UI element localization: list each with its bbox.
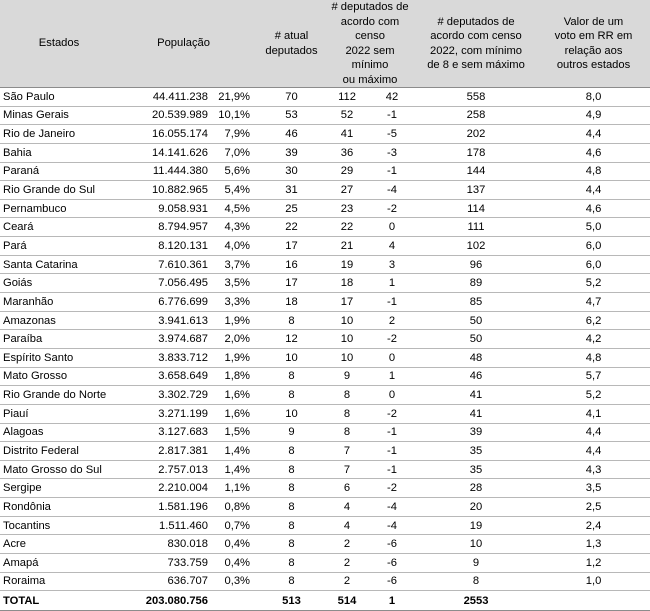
cell-atual: 9 (258, 423, 325, 442)
table-row (0, 88, 650, 107)
table-row (0, 125, 650, 144)
cell-populacao: 733.759 (118, 554, 212, 573)
cell-valor: 1,0 (537, 572, 650, 591)
cell-minimo: 111 (415, 218, 537, 237)
cell-diff: -2 (369, 479, 415, 498)
table-row (0, 367, 650, 386)
cell-populacao: 20.539.989 (118, 106, 212, 125)
cell-diff: 4 (369, 237, 415, 256)
header-minimo: # deputados de acordo com censo 2022, com mínimo de 8 e sem máximo (415, 0, 537, 88)
cell-diff: -1 (369, 423, 415, 442)
cell-minimo: 48 (415, 348, 537, 367)
cell-populacao: 3.941.613 (118, 311, 212, 330)
cell-diff: -5 (369, 125, 415, 144)
cell-percent: 21,9% (212, 88, 258, 107)
table-row (0, 199, 650, 218)
header-censo: # deputados de acordo com censo 2022 sem mínimo ou máximo (325, 0, 415, 88)
cell-percent: 1,1% (212, 479, 258, 498)
cell-atual: 39 (258, 143, 325, 162)
cell-atual: 8 (258, 479, 325, 498)
cell-diff: -2 (369, 199, 415, 218)
table-row (0, 479, 650, 498)
cell-minimo: 114 (415, 199, 537, 218)
cell-estado: Bahia (0, 143, 118, 162)
cell-populacao: 10.882.965 (118, 181, 212, 200)
cell-estado: Santa Catarina (0, 255, 118, 274)
cell-estado: Amapá (0, 554, 118, 573)
cell-percent: 3,3% (212, 293, 258, 312)
cell-censo: 27 (325, 181, 369, 200)
table-row (0, 572, 650, 591)
cell-estado: Paraíba (0, 330, 118, 349)
cell-minimo: 46 (415, 367, 537, 386)
table-row (0, 460, 650, 479)
cell-populacao: 3.302.729 (118, 386, 212, 405)
cell-minimo: 102 (415, 237, 537, 256)
header-atual: # atual deputados (258, 0, 325, 88)
table-row (0, 348, 650, 367)
cell-populacao: 9.058.931 (118, 199, 212, 218)
cell-estado: Amazonas (0, 311, 118, 330)
cell-censo: 10 (325, 330, 369, 349)
cell-atual: 8 (258, 516, 325, 535)
total-populacao: 203.080.756 (118, 591, 212, 611)
cell-estado: Piauí (0, 404, 118, 423)
cell-percent: 2,0% (212, 330, 258, 349)
cell-percent: 10,1% (212, 106, 258, 125)
cell-diff: 1 (369, 274, 415, 293)
cell-minimo: 41 (415, 386, 537, 405)
cell-minimo: 10 (415, 535, 537, 554)
cell-estado: Rondônia (0, 498, 118, 517)
cell-minimo: 35 (415, 442, 537, 461)
cell-minimo: 8 (415, 572, 537, 591)
table-row (0, 404, 650, 423)
cell-valor: 6,2 (537, 311, 650, 330)
cell-populacao: 6.776.699 (118, 293, 212, 312)
cell-minimo: 19 (415, 516, 537, 535)
cell-atual: 22 (258, 218, 325, 237)
cell-percent: 1,9% (212, 348, 258, 367)
cell-atual: 25 (258, 199, 325, 218)
cell-percent: 5,6% (212, 162, 258, 181)
cell-censo: 9 (325, 367, 369, 386)
cell-atual: 18 (258, 293, 325, 312)
cell-percent: 3,7% (212, 255, 258, 274)
cell-censo: 6 (325, 479, 369, 498)
cell-populacao: 8.120.131 (118, 237, 212, 256)
cell-estado: Ceará (0, 218, 118, 237)
cell-censo: 17 (325, 293, 369, 312)
cell-estado: Sergipe (0, 479, 118, 498)
cell-censo: 18 (325, 274, 369, 293)
cell-percent: 0,4% (212, 535, 258, 554)
cell-atual: 8 (258, 535, 325, 554)
cell-valor: 1,2 (537, 554, 650, 573)
cell-censo: 23 (325, 199, 369, 218)
cell-atual: 8 (258, 498, 325, 517)
cell-estado: Acre (0, 535, 118, 554)
cell-censo: 10 (325, 311, 369, 330)
cell-diff: 0 (369, 218, 415, 237)
cell-censo: 2 (325, 535, 369, 554)
cell-percent: 0,4% (212, 554, 258, 573)
cell-valor: 6,0 (537, 255, 650, 274)
cell-minimo: 50 (415, 311, 537, 330)
cell-minimo: 558 (415, 88, 537, 107)
cell-minimo: 9 (415, 554, 537, 573)
cell-populacao: 44.411.238 (118, 88, 212, 107)
cell-populacao: 14.141.626 (118, 143, 212, 162)
total-row (0, 591, 650, 611)
cell-censo: 22 (325, 218, 369, 237)
cell-atual: 16 (258, 255, 325, 274)
cell-diff: 42 (369, 88, 415, 107)
cell-censo: 52 (325, 106, 369, 125)
cell-censo: 2 (325, 572, 369, 591)
cell-diff: 3 (369, 255, 415, 274)
cell-valor: 5,0 (537, 218, 650, 237)
cell-estado: Maranhão (0, 293, 118, 312)
cell-estado: Espírito Santo (0, 348, 118, 367)
header-percent (212, 0, 258, 88)
cell-censo: 112 (325, 88, 369, 107)
table-row (0, 442, 650, 461)
cell-valor: 4,3 (537, 460, 650, 479)
cell-estado: Roraima (0, 572, 118, 591)
cell-diff: -6 (369, 572, 415, 591)
cell-diff: -4 (369, 498, 415, 517)
total-minimo: 2553 (415, 591, 537, 611)
cell-diff: -1 (369, 293, 415, 312)
cell-diff: -4 (369, 181, 415, 200)
cell-censo: 21 (325, 237, 369, 256)
table-row (0, 423, 650, 442)
cell-diff: 1 (369, 367, 415, 386)
cell-diff: 2 (369, 311, 415, 330)
total-valor-cell (537, 591, 650, 611)
cell-populacao: 2.817.381 (118, 442, 212, 461)
cell-populacao: 3.833.712 (118, 348, 212, 367)
cell-atual: 10 (258, 348, 325, 367)
table-row (0, 255, 650, 274)
table-row (0, 218, 650, 237)
cell-atual: 17 (258, 237, 325, 256)
cell-populacao: 1.581.196 (118, 498, 212, 517)
cell-populacao: 8.794.957 (118, 218, 212, 237)
cell-atual: 8 (258, 386, 325, 405)
cell-estado: Tocantins (0, 516, 118, 535)
cell-censo: 2 (325, 554, 369, 573)
cell-percent: 4,0% (212, 237, 258, 256)
cell-atual: 70 (258, 88, 325, 107)
cell-minimo: 85 (415, 293, 537, 312)
cell-populacao: 2.210.004 (118, 479, 212, 498)
cell-populacao: 7.056.495 (118, 274, 212, 293)
cell-atual: 10 (258, 404, 325, 423)
cell-minimo: 50 (415, 330, 537, 349)
cell-diff: -6 (369, 554, 415, 573)
cell-populacao: 2.757.013 (118, 460, 212, 479)
table-row (0, 274, 650, 293)
cell-valor: 2,5 (537, 498, 650, 517)
cell-minimo: 178 (415, 143, 537, 162)
cell-minimo: 20 (415, 498, 537, 517)
cell-diff: -2 (369, 330, 415, 349)
cell-minimo: 96 (415, 255, 537, 274)
total-pct-cell (212, 591, 258, 611)
cell-valor: 4,8 (537, 348, 650, 367)
cell-valor: 5,2 (537, 274, 650, 293)
cell-atual: 8 (258, 367, 325, 386)
cell-censo: 10 (325, 348, 369, 367)
cell-valor: 1,3 (537, 535, 650, 554)
cell-valor: 4,1 (537, 404, 650, 423)
cell-estado: Rio Grande do Norte (0, 386, 118, 405)
cell-valor: 5,7 (537, 367, 650, 386)
cell-censo: 8 (325, 404, 369, 423)
cell-percent: 7,9% (212, 125, 258, 144)
cell-valor: 6,0 (537, 237, 650, 256)
cell-censo: 41 (325, 125, 369, 144)
cell-atual: 12 (258, 330, 325, 349)
cell-censo: 29 (325, 162, 369, 181)
cell-percent: 5,4% (212, 181, 258, 200)
cell-diff: 0 (369, 348, 415, 367)
cell-estado: Alagoas (0, 423, 118, 442)
cell-valor: 4,6 (537, 199, 650, 218)
cell-estado: Pará (0, 237, 118, 256)
table-row (0, 162, 650, 181)
table-row (0, 535, 650, 554)
table-row (0, 311, 650, 330)
cell-populacao: 16.055.174 (118, 125, 212, 144)
cell-estado: Minas Gerais (0, 106, 118, 125)
table-row (0, 498, 650, 517)
cell-percent: 4,5% (212, 199, 258, 218)
cell-censo: 7 (325, 460, 369, 479)
cell-percent: 0,7% (212, 516, 258, 535)
table-row (0, 106, 650, 125)
header-valor: Valor de um voto em RR em relação aos outros estados (537, 0, 650, 88)
cell-populacao: 7.610.361 (118, 255, 212, 274)
cell-diff: -1 (369, 442, 415, 461)
cell-percent: 7,0% (212, 143, 258, 162)
cell-percent: 3,5% (212, 274, 258, 293)
cell-valor: 4,7 (537, 293, 650, 312)
cell-minimo: 144 (415, 162, 537, 181)
cell-valor: 5,2 (537, 386, 650, 405)
cell-percent: 1,6% (212, 386, 258, 405)
table-row (0, 143, 650, 162)
cell-valor: 2,4 (537, 516, 650, 535)
cell-valor: 4,9 (537, 106, 650, 125)
cell-valor: 4,4 (537, 442, 650, 461)
cell-minimo: 258 (415, 106, 537, 125)
table-row (0, 554, 650, 573)
cell-valor: 4,4 (537, 423, 650, 442)
cell-diff: -3 (369, 143, 415, 162)
cell-atual: 8 (258, 554, 325, 573)
cell-valor: 4,4 (537, 125, 650, 144)
cell-censo: 8 (325, 386, 369, 405)
cell-estado: Pernambuco (0, 199, 118, 218)
cell-diff: -1 (369, 162, 415, 181)
cell-percent: 1,4% (212, 460, 258, 479)
table-row (0, 330, 650, 349)
cell-diff: -1 (369, 106, 415, 125)
cell-diff: -6 (369, 535, 415, 554)
cell-atual: 8 (258, 442, 325, 461)
cell-minimo: 137 (415, 181, 537, 200)
cell-estado: Rio Grande do Sul (0, 181, 118, 200)
table-body (0, 88, 650, 591)
cell-atual: 53 (258, 106, 325, 125)
cell-valor: 4,8 (537, 162, 650, 181)
cell-valor: 4,2 (537, 330, 650, 349)
cell-atual: 8 (258, 311, 325, 330)
cell-estado: Mato Grosso do Sul (0, 460, 118, 479)
table-row (0, 237, 650, 256)
cell-populacao: 3.271.199 (118, 404, 212, 423)
cell-estado: Rio de Janeiro (0, 125, 118, 144)
cell-minimo: 35 (415, 460, 537, 479)
cell-diff: -2 (369, 404, 415, 423)
cell-censo: 36 (325, 143, 369, 162)
cell-estado: Distrito Federal (0, 442, 118, 461)
cell-percent: 1,8% (212, 367, 258, 386)
cell-valor: 4,6 (537, 143, 650, 162)
cell-populacao: 636.707 (118, 572, 212, 591)
header-estados: Estados (0, 0, 118, 88)
cell-atual: 46 (258, 125, 325, 144)
total-censo: 514 (325, 591, 369, 611)
cell-estado: Paraná (0, 162, 118, 181)
cell-censo: 7 (325, 442, 369, 461)
cell-diff: -1 (369, 460, 415, 479)
cell-atual: 8 (258, 572, 325, 591)
cell-populacao: 830.018 (118, 535, 212, 554)
table-row (0, 386, 650, 405)
cell-populacao: 3.658.649 (118, 367, 212, 386)
cell-minimo: 28 (415, 479, 537, 498)
table-row (0, 181, 650, 200)
cell-estado: São Paulo (0, 88, 118, 107)
cell-estado: Mato Grosso (0, 367, 118, 386)
cell-minimo: 41 (415, 404, 537, 423)
cell-atual: 30 (258, 162, 325, 181)
cell-minimo: 202 (415, 125, 537, 144)
cell-percent: 0,8% (212, 498, 258, 517)
header-row (0, 0, 650, 88)
table-row (0, 293, 650, 312)
table-row (0, 516, 650, 535)
cell-atual: 31 (258, 181, 325, 200)
cell-censo: 8 (325, 423, 369, 442)
cell-percent: 1,4% (212, 442, 258, 461)
cell-diff: -4 (369, 516, 415, 535)
cell-percent: 1,5% (212, 423, 258, 442)
cell-minimo: 39 (415, 423, 537, 442)
cell-populacao: 1.511.460 (118, 516, 212, 535)
cell-atual: 8 (258, 460, 325, 479)
cell-diff: 0 (369, 386, 415, 405)
cell-censo: 4 (325, 516, 369, 535)
cell-minimo: 89 (415, 274, 537, 293)
header-populacao: População (118, 0, 212, 88)
cell-populacao: 3.974.687 (118, 330, 212, 349)
total-diff: 1 (369, 591, 415, 611)
cell-valor: 3,5 (537, 479, 650, 498)
cell-percent: 1,6% (212, 404, 258, 423)
cell-valor: 4,4 (537, 181, 650, 200)
cell-atual: 17 (258, 274, 325, 293)
cell-estado: Goiás (0, 274, 118, 293)
cell-percent: 0,3% (212, 572, 258, 591)
total-atual: 513 (258, 591, 325, 611)
cell-populacao: 3.127.683 (118, 423, 212, 442)
cell-populacao: 11.444.380 (118, 162, 212, 181)
cell-valor: 8,0 (537, 88, 650, 107)
total-label: TOTAL (0, 591, 118, 611)
cell-censo: 19 (325, 255, 369, 274)
cell-percent: 1,9% (212, 311, 258, 330)
cell-censo: 4 (325, 498, 369, 517)
cell-percent: 4,3% (212, 218, 258, 237)
